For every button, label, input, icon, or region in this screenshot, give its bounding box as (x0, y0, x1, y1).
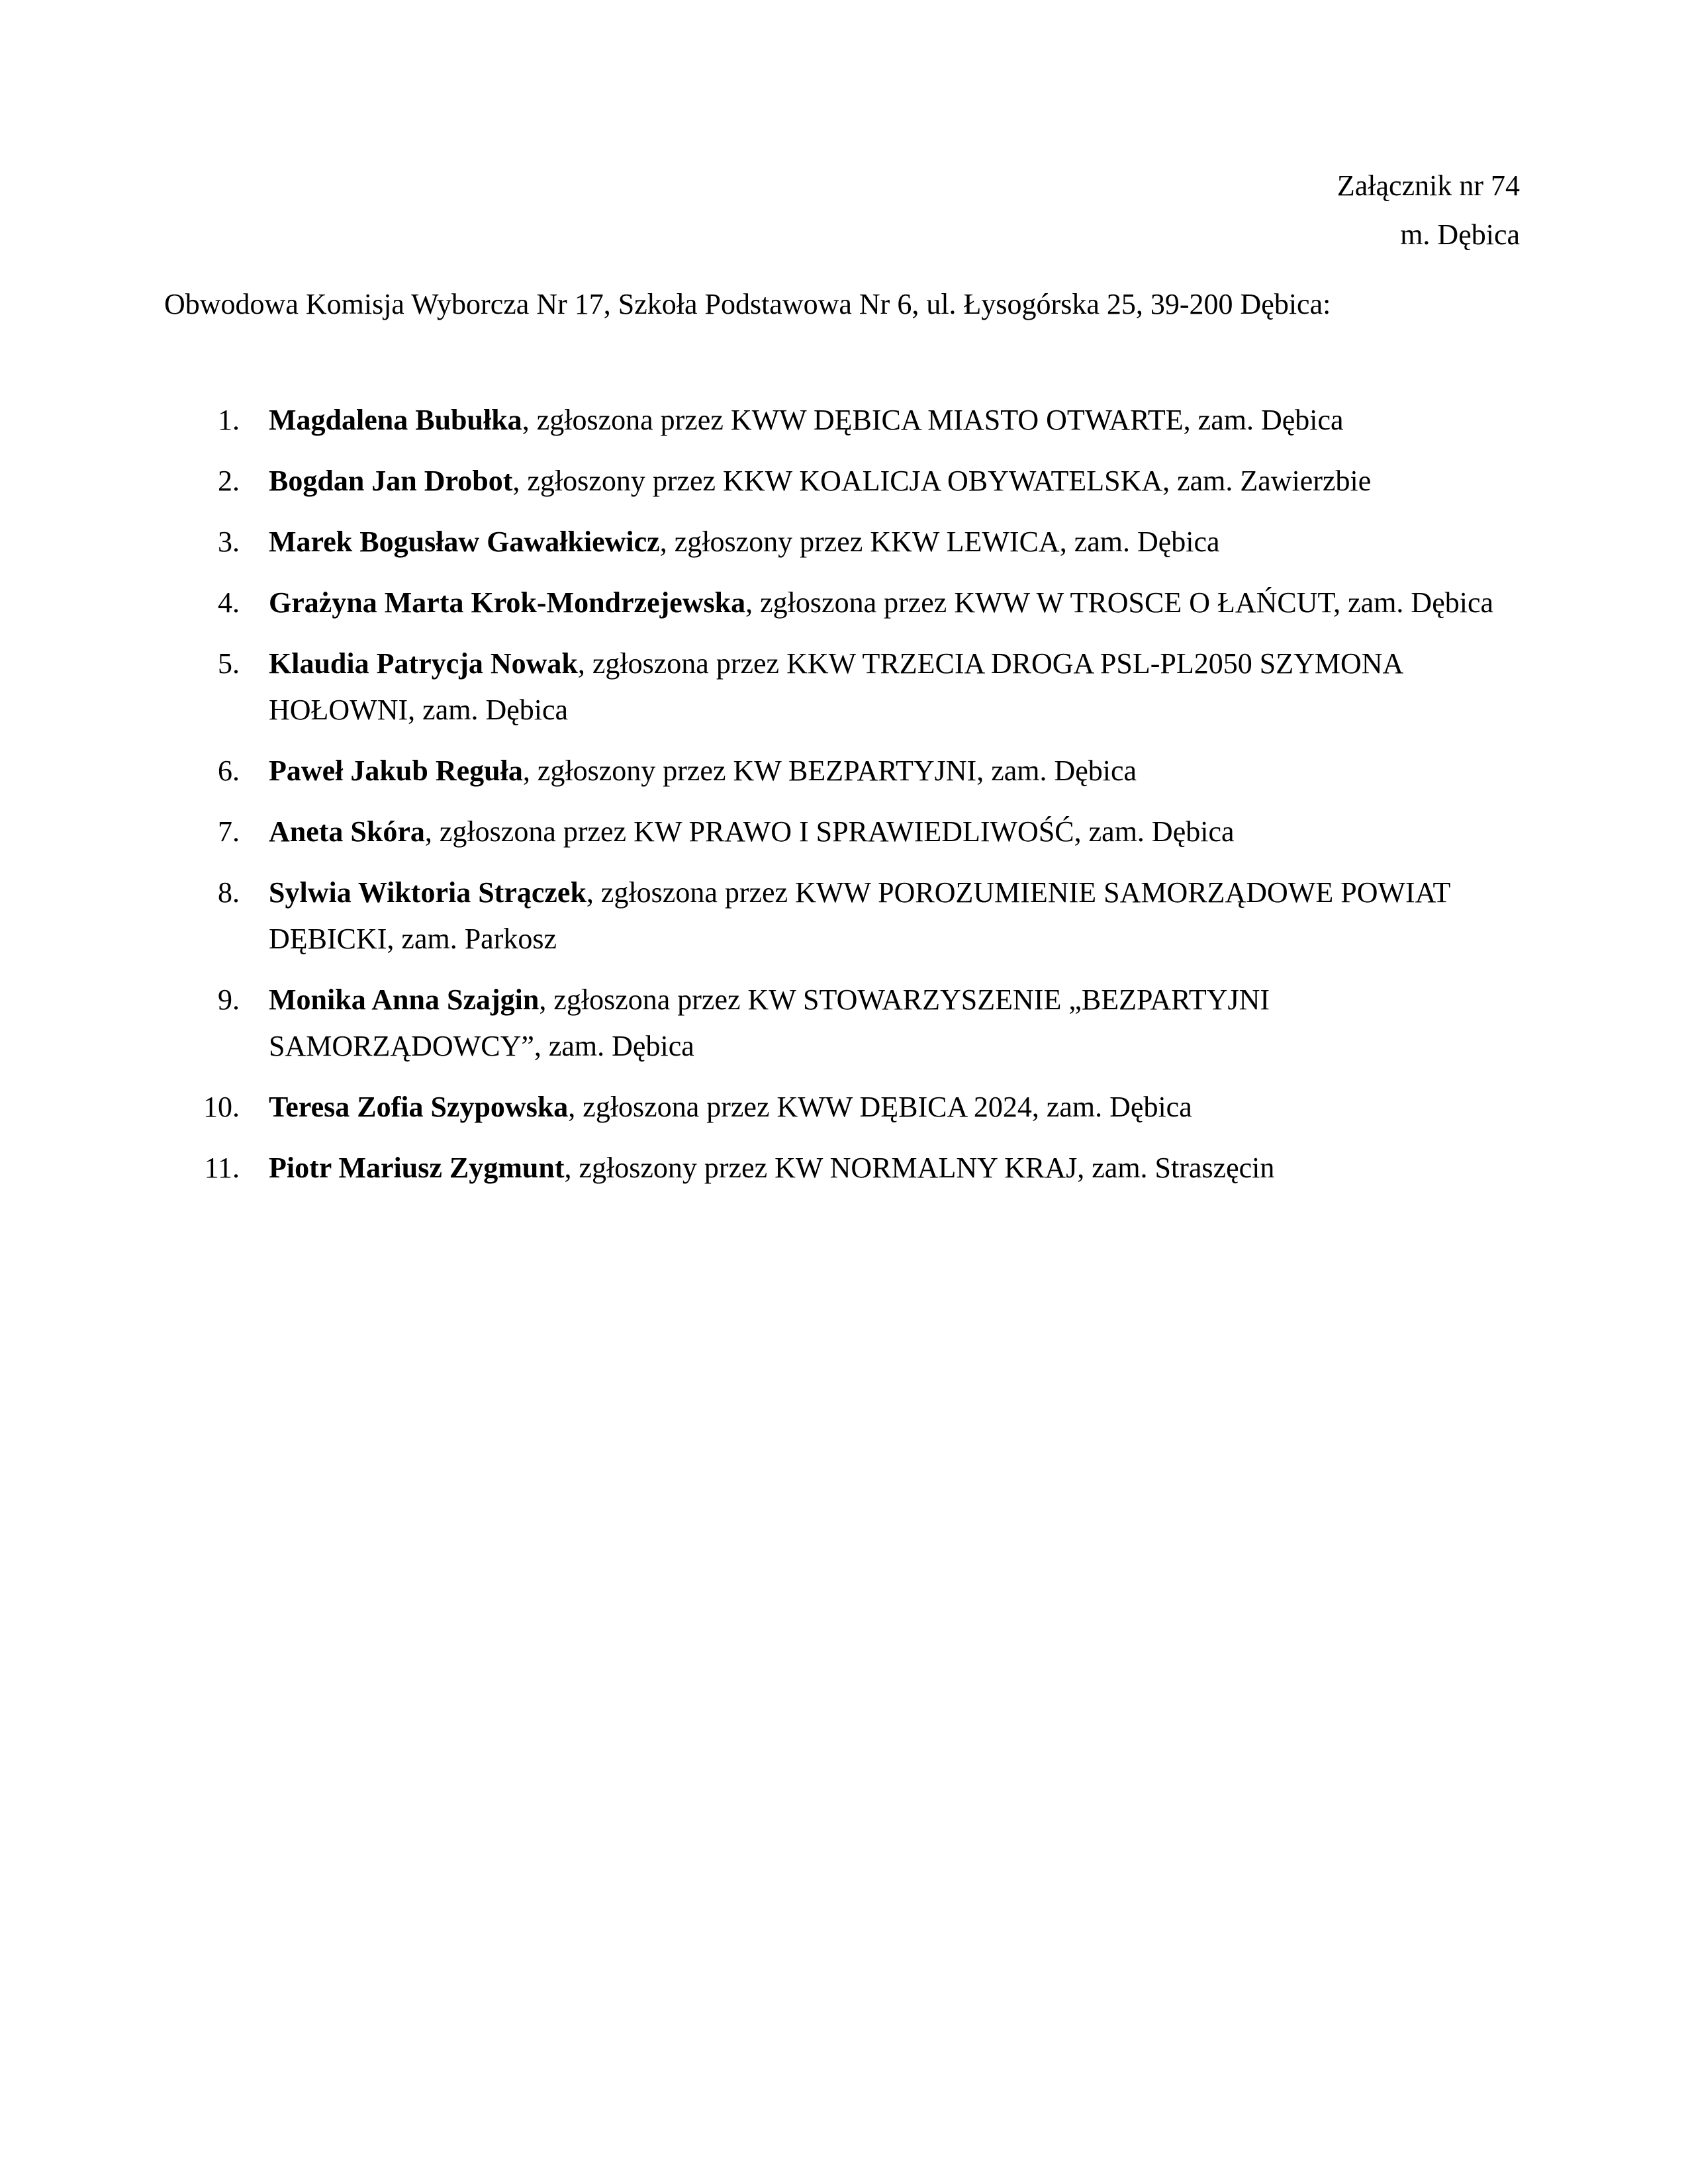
member-number: 6. (218, 754, 240, 787)
member-item (164, 809, 1528, 855)
member-number: 5. (218, 647, 240, 680)
member-name: Aneta Skóra (269, 815, 425, 848)
member-details: , zgłoszona przez KKW TRZECIA DROGA PSL-PL2050 SZYMONA HOŁOWNI, zam. Dębica (269, 647, 1402, 726)
member-details: , zgłoszona przez KW PRAWO I SPRAWIEDLIWOŚĆ, zam. Dębica (424, 815, 1235, 848)
member-name: Paweł Jakub Reguła (269, 754, 523, 787)
member-item (164, 870, 1528, 962)
member-details: , zgłoszony przez KW BEZPARTYJNI, zam. Dębica (522, 754, 1137, 787)
member-number: 9. (218, 983, 240, 1016)
member-details: , zgłoszona przez KWW DĘBICA MIASTO OTWARTE, zam. Dębica (522, 404, 1344, 436)
member-details: , zgłoszony przez KKW LEWICA, zam. Dębica (659, 525, 1220, 558)
member-number: 7. (218, 815, 240, 848)
member-details: , zgłoszona przez KWW W TROSCE O ŁAŃCUT, zam. Dębica (745, 586, 1494, 619)
member-details: , zgłoszona przez KW STOWARZYSZENIE „BEZPARTYJNI SAMORZĄDOWCY”, zam. Dębica (269, 983, 1270, 1062)
member-name: Piotr Mariusz Zygmunt (269, 1152, 565, 1184)
annex-header (1337, 161, 1520, 259)
member-item (164, 1145, 1528, 1191)
member-name: Bogdan Jan Drobot (269, 465, 513, 497)
member-item (164, 458, 1528, 504)
member-details: , zgłoszony przez KKW KOALICJA OBYWATELSKA, zam. Zawierzbie (512, 465, 1372, 497)
member-number: 8. (218, 876, 240, 909)
member-name: Magdalena Bubułka (269, 404, 522, 436)
member-item (164, 977, 1528, 1069)
member-item (164, 1084, 1528, 1130)
member-item (164, 580, 1528, 626)
members-list (164, 397, 1528, 1206)
member-item (164, 748, 1528, 794)
member-item (164, 397, 1528, 443)
member-name: Marek Bogusław Gawałkiewicz (269, 525, 660, 558)
member-number: 11. (204, 1152, 240, 1184)
member-item (164, 519, 1528, 565)
member-number: 10. (203, 1091, 240, 1123)
member-item (164, 641, 1528, 733)
annex-number: Załącznik nr 74 (1336, 169, 1520, 202)
member-details: , zgłoszona przez KWW POROZUMIENIE SAMORZĄDOWE POWIAT DĘBICKI, zam. Parkosz (269, 876, 1450, 955)
member-number: 4. (218, 586, 240, 619)
member-details: , zgłoszony przez KW NORMALNY KRAJ, zam. Straszęcin (564, 1152, 1275, 1184)
member-name: Teresa Zofia Szypowska (269, 1091, 569, 1123)
member-number: 3. (218, 525, 240, 558)
member-name: Monika Anna Szajgin (269, 983, 539, 1016)
member-number: 1. (218, 404, 240, 436)
member-details: , zgłoszona przez KWW DĘBICA 2024, zam. Dębica (568, 1091, 1192, 1123)
member-name: Grażyna Marta Krok-Mondrzejewska (269, 586, 746, 619)
member-number: 2. (218, 465, 240, 497)
commission-title: Obwodowa Komisja Wyborcza Nr 17, Szkoła Podstawowa Nr 6, ul. Łysogórska 25, 39-200 Dębica: (164, 288, 1331, 320)
member-name: Klaudia Patrycja Nowak (269, 647, 578, 680)
annex-locality: m. Dębica (1400, 218, 1520, 251)
member-name: Sylwia Wiktoria Strączek (269, 876, 586, 909)
